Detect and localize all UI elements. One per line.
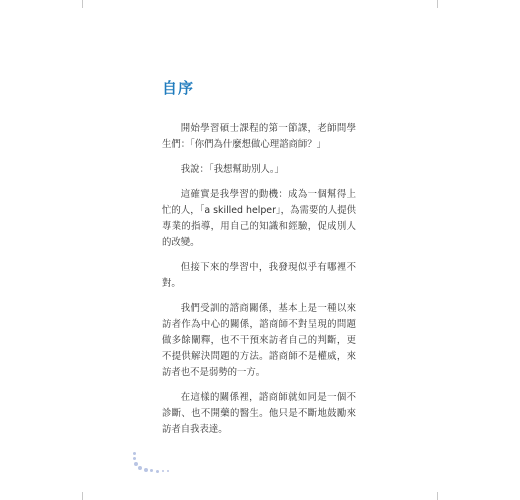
paragraph: 但接下來的學習中，我發現似乎有哪裡不對。 (162, 262, 356, 289)
dot (138, 466, 142, 470)
page-title: 自序 (162, 79, 195, 97)
crop-mark-top-right (437, 0, 438, 8)
dot (134, 462, 138, 466)
dot (133, 457, 136, 460)
paragraph: 開始學習碩士課程的第一節課，老師問學生們：「你們為什麼想做心理諮商師？」 (162, 123, 356, 150)
paragraph: 在這樣的關係裡，諮商師就如同是一個不診斷、也不開藥的醫生。他只是不斷地鼓勵來訪者自我表達。 (162, 392, 356, 435)
crop-mark-top-left (82, 0, 83, 8)
paragraph: 我說：「我想幫助別人。」 (180, 164, 284, 175)
crop-mark-bottom-left (82, 492, 83, 500)
dot (144, 468, 148, 472)
crop-mark-bottom-right (437, 492, 438, 500)
paragraph: 我們受訓的諮商關係，基本上是一種以來訪者作為中心的關係，諮商師不對呈現的問題做多餘闡釋，也不干預來訪者自己的判斷，更不提供解決問題的方法。諮商師不是權威，來訪者也不是弱勢的一方。 (162, 303, 356, 378)
paragraph: 這確實是我學習的動機：成為一個幫得上忙的人，「a skilled helper」，為需要的人提供專業的指導，用自己的知識和經驗，促成別人的改變。 (162, 189, 356, 248)
dot (156, 470, 159, 473)
decorative-dots (133, 452, 193, 482)
dot (133, 452, 136, 455)
dot (150, 469, 153, 472)
body-text (162, 121, 356, 447)
dot (167, 470, 169, 472)
dot (162, 470, 164, 472)
